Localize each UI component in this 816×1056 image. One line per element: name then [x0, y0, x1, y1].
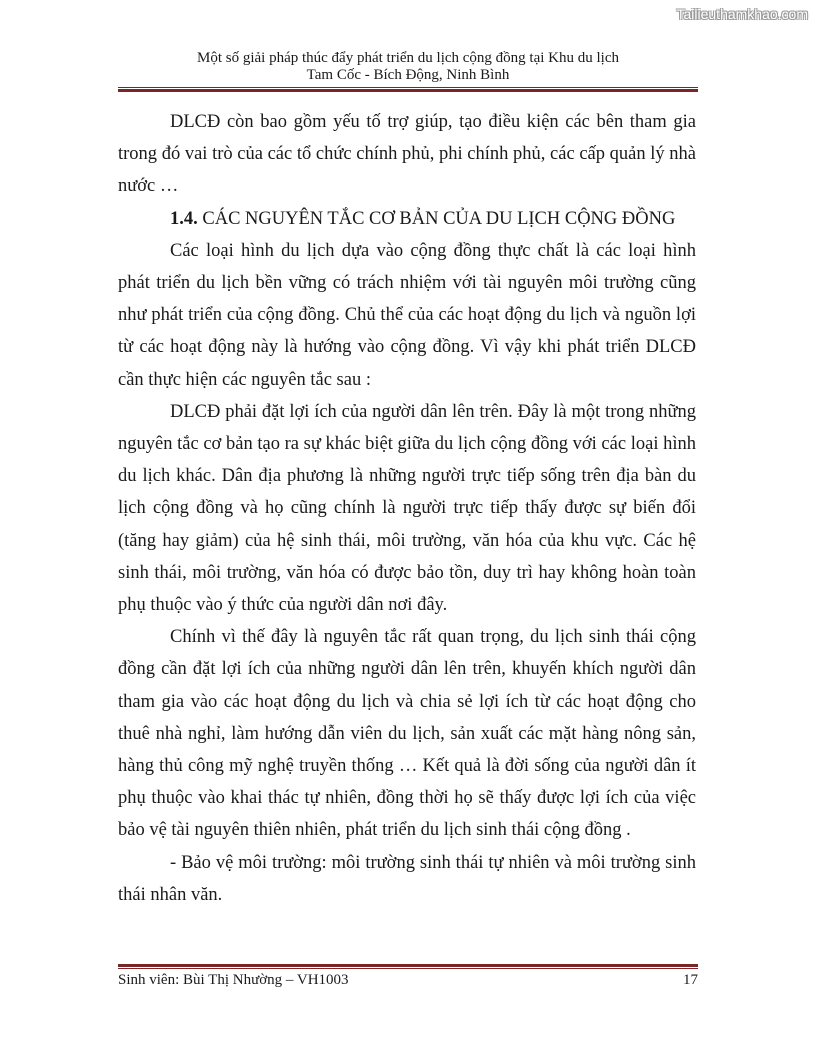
footer-author: Sinh viên: Bùi Thị Nhường – VH1003: [118, 972, 349, 988]
header-rule-thick: [118, 89, 698, 92]
watermark: Tailieuthamkhao.com: [676, 6, 808, 22]
paragraph-3: DLCĐ phải đặt lợi ích của người dân lên trên. Đây là một trong những nguyên tắc cơ bản tạo ra sự khác biệt giữa du lịch cộng đồng với các loại hình du lịch khác. Dân địa phương là những người trực tiếp sống trên địa bàn du lịch cộng đồng và họ cũng chính là người trực tiếp thấy được sự biến đổi (tăng hay giảm) của hệ sinh thái, môi trường, văn hóa của khu vực. Các hệ sinh thái, môi trường, văn hóa có được bảo tồn, duy trì hay không hoàn toàn phụ thuộc vào ý thức của người dân nơi đây.: [118, 401, 696, 616]
heading-number: 1.4.: [170, 208, 198, 229]
document-body: [118, 106, 696, 911]
header-line-2: Tam Cốc - Bích Động, Ninh Bình: [306, 67, 510, 83]
paragraph-2: Các loại hình du lịch dựa vào cộng đồng thực chất là các loại hình phát triển du lịch bền vững có trách nhiệm với tài nguyên môi trường cũng như phát triển của cộng đồng. Chủ thể của các hoạt động du lịch và nguồn lợi từ các hoạt động này là hướng vào cộng đồng. Vì vậy khi phát triển DLCĐ cần thực hiện các nguyên tắc sau :: [118, 240, 696, 390]
header-line-1: Một số giải pháp thúc đẩy phát triển du lịch cộng đồng tại Khu du lịch: [196, 50, 619, 66]
paragraph-1: DLCĐ còn bao gồm yếu tố trợ giúp, tạo điều kiện các bên tham gia trong đó vai trò của các tổ chức chính phủ, phi chính phủ, các cấp quản lý nhà nước …: [118, 112, 696, 197]
page-number: 17: [683, 972, 698, 988]
footer-rule-thin: [118, 968, 698, 969]
paragraph-4: Chính vì thế đây là nguyên tắc rất quan trọng, du lịch sinh thái cộng đồng cần đặt lợi ích của những người dân lên trên, khuyến khích người dân tham gia vào các hoạt động du lịch và chia sẻ lợi ích từ các hoạt động cho thuê nhà nghỉ, làm hướng dẫn viên du lịch, sản xuất các mặt hàng nông sản, hàng thủ công mỹ nghệ truyền thống … Kết quả là đời sống của người dân ít phụ thuộc vào khai thác tự nhiên, đồng thời họ sẽ thấy được lợi ích của việc bảo vệ tài nguyên thiên nhiên, phát triển du lịch sinh thái cộng đồng .: [118, 627, 696, 841]
header-rule-thin: [118, 87, 698, 88]
heading-text: CÁC NGUYÊN TẮC CƠ BẢN CỦA DU LỊCH CỘNG ĐỒNG: [197, 208, 676, 229]
paragraph-5: - Bảo vệ môi trường: môi trường sinh thái tự nhiên và môi trường sinh thái nhân văn.: [118, 852, 696, 905]
footer-rule-thick: [118, 964, 698, 967]
section-heading: [118, 203, 696, 235]
page-footer: [118, 972, 698, 989]
page-header: [118, 50, 698, 84]
